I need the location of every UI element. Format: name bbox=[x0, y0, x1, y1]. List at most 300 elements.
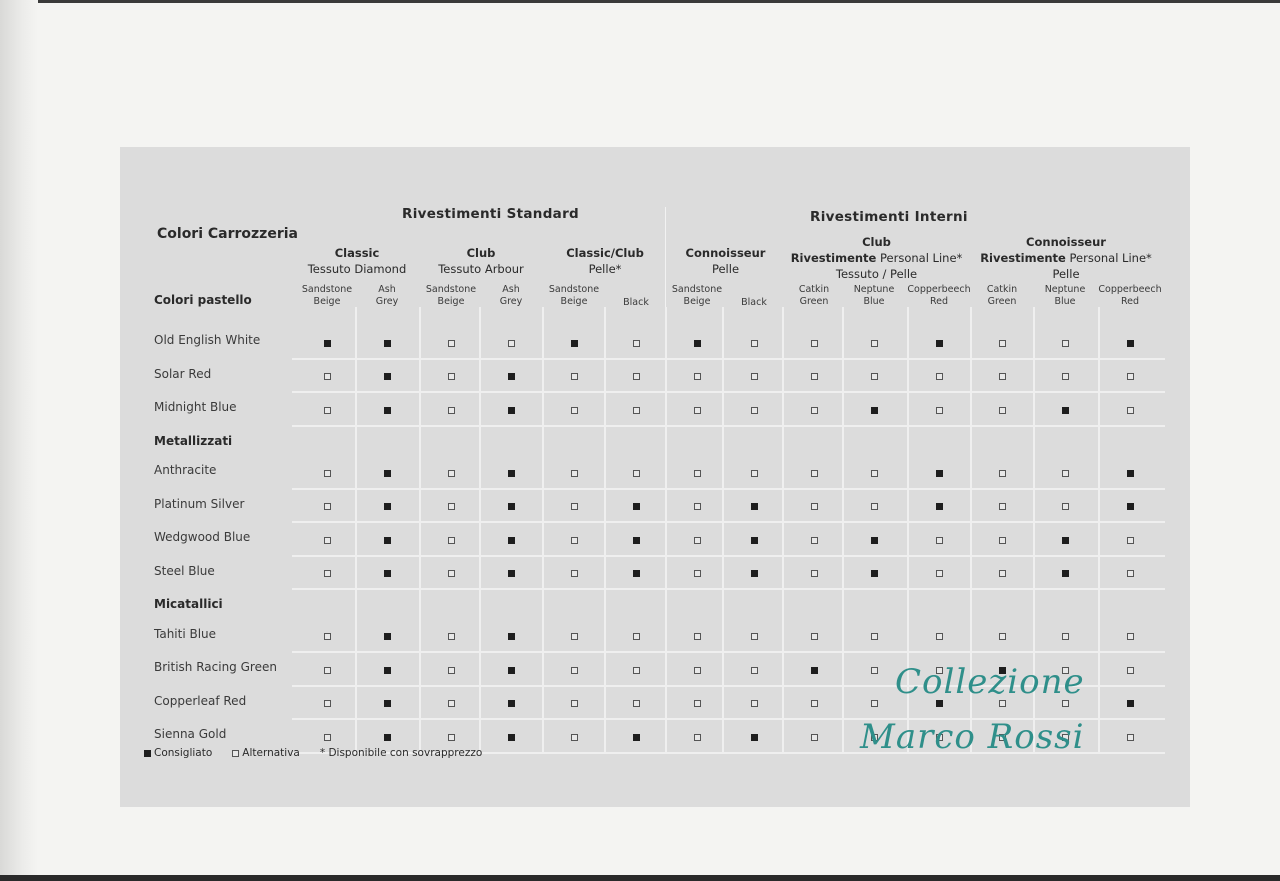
column-divider bbox=[665, 307, 667, 753]
recommended-square-icon bbox=[508, 537, 515, 544]
option-cell bbox=[1036, 367, 1094, 387]
recommended-square-icon bbox=[751, 734, 758, 741]
column-divider bbox=[604, 307, 606, 753]
option-cell bbox=[845, 497, 903, 517]
option-cell bbox=[973, 400, 1031, 420]
legend-note: * Disponibile con sovrapprezzo bbox=[319, 747, 483, 759]
option-cell bbox=[422, 727, 480, 747]
recommended-square-icon bbox=[1062, 537, 1069, 544]
group-header-5 bbox=[969, 234, 1163, 282]
alternative-square-icon bbox=[448, 633, 455, 640]
alternative-square-icon bbox=[811, 373, 818, 380]
option-cell bbox=[298, 400, 356, 420]
alternative-square-icon bbox=[999, 633, 1006, 640]
group-header-title: Classic/Club bbox=[566, 246, 644, 260]
recommended-square-icon bbox=[633, 570, 640, 577]
alternative-square-icon bbox=[448, 570, 455, 577]
recommended-square-icon bbox=[384, 373, 391, 380]
alternative-square-icon bbox=[999, 570, 1006, 577]
option-cell bbox=[545, 660, 603, 680]
alternative-square-icon bbox=[694, 633, 701, 640]
column-header-line1: Neptune bbox=[853, 284, 895, 295]
alternative-square-icon bbox=[871, 503, 878, 510]
row-label-wedgwood-blue: Wedgwood Blue bbox=[154, 530, 251, 544]
alternative-square-icon bbox=[751, 470, 758, 477]
alternative-square-icon bbox=[936, 633, 943, 640]
recommended-square-icon bbox=[324, 340, 331, 347]
group-header-title: Club bbox=[862, 235, 891, 249]
alternative-square-icon bbox=[1127, 667, 1134, 674]
option-cell bbox=[785, 727, 843, 747]
group-header-title: Connoisseur bbox=[685, 246, 766, 260]
alternative-square-icon bbox=[871, 340, 878, 347]
recommended-square-icon bbox=[508, 470, 515, 477]
recommended-square-icon bbox=[508, 373, 515, 380]
group-header-title: Classic bbox=[334, 246, 380, 260]
alternative-square-icon bbox=[694, 537, 701, 544]
column-header-line2: Beige bbox=[437, 296, 465, 307]
option-cell bbox=[358, 694, 416, 714]
column-header-line1: Sandstone bbox=[671, 284, 723, 295]
option-cell bbox=[422, 400, 480, 420]
option-cell bbox=[545, 727, 603, 747]
alternative-square-icon bbox=[1062, 470, 1069, 477]
option-cell bbox=[1101, 497, 1159, 517]
legend-recommended bbox=[144, 747, 212, 759]
option-cell bbox=[725, 497, 783, 517]
recommended-square-icon bbox=[1127, 470, 1134, 477]
option-cell bbox=[785, 564, 843, 584]
alternative-square-icon bbox=[448, 537, 455, 544]
option-cell bbox=[725, 530, 783, 550]
option-cell bbox=[910, 333, 968, 353]
alternative-square-icon bbox=[936, 537, 943, 544]
option-cell bbox=[1101, 463, 1159, 483]
option-cell bbox=[358, 627, 416, 647]
option-cell bbox=[973, 564, 1031, 584]
recommended-square-icon bbox=[384, 503, 391, 510]
colori-carrozzeria-title: Colori Carrozzeria bbox=[157, 226, 298, 242]
alternative-square-icon bbox=[633, 373, 640, 380]
option-cell bbox=[545, 530, 603, 550]
column-header-12 bbox=[1032, 284, 1098, 308]
option-cell bbox=[607, 333, 665, 353]
alternative-square-icon bbox=[811, 470, 818, 477]
option-cell bbox=[545, 400, 603, 420]
alternative-square-icon bbox=[1127, 570, 1134, 577]
group-header-subtitle bbox=[781, 250, 972, 266]
column-divider bbox=[782, 307, 784, 753]
alternative-square-icon bbox=[571, 407, 578, 414]
color-table-panel bbox=[120, 147, 1190, 807]
option-cell bbox=[668, 727, 726, 747]
option-cell bbox=[1036, 497, 1094, 517]
option-cell bbox=[973, 627, 1031, 647]
option-cell bbox=[785, 463, 843, 483]
alternative-square-icon bbox=[324, 373, 331, 380]
option-cell bbox=[1101, 530, 1159, 550]
watermark-line-1: Collezione bbox=[895, 662, 1085, 702]
column-header-5 bbox=[603, 297, 669, 309]
recommended-square-icon bbox=[508, 667, 515, 674]
recommended-square-icon bbox=[508, 734, 515, 741]
book-binding-shadow bbox=[0, 0, 38, 881]
column-header-line2: Blue bbox=[863, 296, 885, 307]
option-cell bbox=[482, 530, 540, 550]
alternative-square-icon bbox=[694, 734, 701, 741]
alternative-square-icon bbox=[871, 373, 878, 380]
alternative-square-icon bbox=[571, 570, 578, 577]
alternative-square-icon bbox=[1127, 537, 1134, 544]
alternative-square-icon bbox=[324, 633, 331, 640]
alternative-square-icon bbox=[871, 700, 878, 707]
alternative-square-icon bbox=[324, 734, 331, 741]
row-label-tahiti-blue: Tahiti Blue bbox=[154, 626, 217, 641]
option-cell bbox=[545, 367, 603, 387]
group-header-subtitle-bold: Rivestimente bbox=[790, 251, 877, 265]
option-cell bbox=[845, 333, 903, 353]
alternative-square-icon bbox=[1062, 503, 1069, 510]
option-cell bbox=[668, 497, 726, 517]
option-cell bbox=[910, 497, 968, 517]
option-cell bbox=[845, 564, 903, 584]
option-cell bbox=[607, 694, 665, 714]
option-cell bbox=[910, 367, 968, 387]
recommended-square-icon bbox=[384, 537, 391, 544]
option-cell bbox=[358, 367, 416, 387]
standard-section-title: Rivestimenti Standard bbox=[402, 206, 580, 222]
option-cell bbox=[607, 660, 665, 680]
row-group-label: Colori pastello bbox=[154, 293, 252, 307]
option-cell bbox=[482, 660, 540, 680]
alternative-square-icon bbox=[811, 537, 818, 544]
group-header-subtitle: Tessuto Diamond bbox=[307, 262, 407, 276]
recommended-square-icon bbox=[1127, 340, 1134, 347]
alternative-square-icon bbox=[811, 734, 818, 741]
alternative-square-icon bbox=[751, 340, 758, 347]
option-cell bbox=[298, 530, 356, 550]
alternative-square-icon bbox=[324, 570, 331, 577]
alternative-square-icon bbox=[633, 700, 640, 707]
legend-alternative-label: Alternativa bbox=[242, 747, 300, 759]
alternative-square-icon bbox=[811, 503, 818, 510]
alternative-square-icon bbox=[1062, 373, 1069, 380]
column-header-line1: Black bbox=[623, 297, 649, 308]
option-cell bbox=[607, 530, 665, 550]
row-group-label: Micatallici bbox=[154, 597, 223, 611]
option-cell bbox=[482, 463, 540, 483]
column-header-line1: Neptune bbox=[1044, 284, 1086, 295]
alternative-square-icon bbox=[811, 570, 818, 577]
option-cell bbox=[607, 497, 665, 517]
column-header-9 bbox=[841, 284, 907, 308]
option-cell bbox=[298, 367, 356, 387]
alternative-square-icon bbox=[448, 340, 455, 347]
column-header-line2: Beige bbox=[560, 296, 588, 307]
alternative-square-icon bbox=[694, 570, 701, 577]
option-cell bbox=[1036, 400, 1094, 420]
option-cell bbox=[1101, 727, 1159, 747]
option-cell bbox=[845, 367, 903, 387]
column-header-line1: Sandstone bbox=[425, 284, 477, 295]
row-label-solar-red: Solar Red bbox=[154, 366, 212, 381]
alternative-square-icon bbox=[571, 633, 578, 640]
option-cell bbox=[298, 694, 356, 714]
column-header-line1: Catkin bbox=[986, 284, 1018, 295]
column-header-line2: Beige bbox=[683, 296, 711, 307]
recommended-square-icon bbox=[694, 340, 701, 347]
option-cell bbox=[725, 660, 783, 680]
option-cell bbox=[422, 497, 480, 517]
option-cell bbox=[668, 400, 726, 420]
option-cell bbox=[668, 333, 726, 353]
option-cell bbox=[482, 400, 540, 420]
alternative-square-icon bbox=[448, 470, 455, 477]
alternative-square-icon bbox=[694, 503, 701, 510]
interni-section-title: Rivestimenti Interni bbox=[810, 209, 968, 225]
alternative-square-icon bbox=[936, 373, 943, 380]
option-cell bbox=[668, 627, 726, 647]
alternative-square-icon bbox=[1062, 633, 1069, 640]
option-cell bbox=[298, 564, 356, 584]
recommended-square-icon bbox=[633, 537, 640, 544]
alternative-square-icon bbox=[811, 633, 818, 640]
alternative-square-icon bbox=[1127, 407, 1134, 414]
recommended-square-icon bbox=[871, 537, 878, 544]
option-cell bbox=[845, 530, 903, 550]
option-cell bbox=[607, 727, 665, 747]
column-divider bbox=[542, 307, 544, 753]
option-cell bbox=[785, 660, 843, 680]
option-cell bbox=[422, 694, 480, 714]
option-cell bbox=[422, 627, 480, 647]
alternative-square-icon bbox=[751, 700, 758, 707]
column-header-line2: Green bbox=[799, 296, 829, 307]
alternative-square-icon bbox=[571, 537, 578, 544]
recommended-square-icon bbox=[871, 570, 878, 577]
option-cell bbox=[422, 660, 480, 680]
group-header-title: Club bbox=[466, 246, 496, 260]
alternative-square-icon bbox=[811, 700, 818, 707]
row-label-old-english-white: Old English White bbox=[154, 333, 261, 347]
alternative-square-icon bbox=[232, 750, 239, 757]
alternative-square-icon bbox=[571, 700, 578, 707]
column-header-line2: Grey bbox=[499, 296, 523, 307]
column-header-13 bbox=[1097, 284, 1163, 308]
recommended-square-icon bbox=[384, 700, 391, 707]
legend-recommended-label: Consigliato bbox=[154, 747, 213, 759]
option-cell bbox=[785, 694, 843, 714]
option-cell bbox=[358, 530, 416, 550]
column-header-line1: Copperbeech bbox=[907, 284, 971, 295]
recommended-square-icon bbox=[936, 340, 943, 347]
option-cell bbox=[668, 463, 726, 483]
option-cell bbox=[910, 400, 968, 420]
recommended-square-icon bbox=[751, 537, 758, 544]
recommended-square-icon bbox=[144, 750, 151, 757]
row-label-midnight-blue: Midnight Blue bbox=[154, 400, 237, 414]
option-cell bbox=[725, 333, 783, 353]
alternative-square-icon bbox=[871, 633, 878, 640]
option-cell bbox=[910, 530, 968, 550]
recommended-square-icon bbox=[384, 633, 391, 640]
row-label-copperleaf-red: Copperleaf Red bbox=[154, 693, 247, 708]
row-label-sienna-gold: Sienna Gold bbox=[154, 727, 227, 741]
alternative-square-icon bbox=[871, 667, 878, 674]
alternative-square-icon bbox=[448, 503, 455, 510]
recommended-square-icon bbox=[751, 503, 758, 510]
option-cell bbox=[668, 367, 726, 387]
recommended-square-icon bbox=[384, 340, 391, 347]
option-cell bbox=[1036, 333, 1094, 353]
group-header-subtitle: Tessuto Arbour bbox=[438, 262, 524, 276]
column-header-line1: Ash bbox=[378, 284, 396, 295]
column-divider bbox=[722, 307, 724, 753]
alternative-square-icon bbox=[448, 667, 455, 674]
page-top-edge bbox=[0, 0, 1280, 3]
column-header-2 bbox=[418, 284, 484, 308]
watermark-line-2: Marco Rossi bbox=[860, 717, 1085, 757]
alternative-square-icon bbox=[324, 667, 331, 674]
column-divider bbox=[842, 307, 844, 753]
alternative-square-icon bbox=[571, 503, 578, 510]
option-cell bbox=[298, 463, 356, 483]
column-header-line2: Green bbox=[987, 296, 1017, 307]
page-bottom-edge bbox=[0, 875, 1280, 881]
option-cell bbox=[607, 400, 665, 420]
alternative-square-icon bbox=[751, 633, 758, 640]
alternative-square-icon bbox=[694, 667, 701, 674]
alternative-square-icon bbox=[811, 340, 818, 347]
option-cell bbox=[725, 367, 783, 387]
option-cell bbox=[607, 564, 665, 584]
option-cell bbox=[668, 660, 726, 680]
recommended-square-icon bbox=[1062, 570, 1069, 577]
option-cell bbox=[482, 333, 540, 353]
option-cell bbox=[422, 564, 480, 584]
alternative-square-icon bbox=[751, 667, 758, 674]
option-cell bbox=[358, 660, 416, 680]
row-label-steel-blue: Steel Blue bbox=[154, 563, 215, 578]
option-cell bbox=[545, 564, 603, 584]
option-cell bbox=[545, 694, 603, 714]
recommended-square-icon bbox=[936, 503, 943, 510]
column-header-10 bbox=[906, 284, 972, 308]
column-header-8 bbox=[781, 284, 847, 308]
group-header-3 bbox=[664, 245, 787, 277]
recommended-square-icon bbox=[1127, 700, 1134, 707]
option-cell bbox=[910, 463, 968, 483]
alternative-square-icon bbox=[999, 373, 1006, 380]
alternative-square-icon bbox=[508, 340, 515, 347]
alternative-square-icon bbox=[571, 373, 578, 380]
option-cell bbox=[422, 530, 480, 550]
column-header-line1: Copperbeech bbox=[1098, 284, 1162, 295]
alternative-square-icon bbox=[324, 503, 331, 510]
option-cell bbox=[1036, 627, 1094, 647]
alternative-square-icon bbox=[936, 570, 943, 577]
option-cell bbox=[1036, 463, 1094, 483]
alternative-square-icon bbox=[999, 340, 1006, 347]
recommended-square-icon bbox=[384, 407, 391, 414]
option-cell bbox=[668, 530, 726, 550]
option-cell bbox=[1101, 627, 1159, 647]
option-cell bbox=[845, 463, 903, 483]
alternative-square-icon bbox=[1127, 373, 1134, 380]
recommended-square-icon bbox=[508, 407, 515, 414]
column-header-11 bbox=[969, 284, 1035, 308]
group-header-subtitle-bold: Rivestimente bbox=[980, 251, 1066, 265]
recommended-square-icon bbox=[811, 667, 818, 674]
alternative-square-icon bbox=[694, 470, 701, 477]
option-cell bbox=[422, 463, 480, 483]
option-cell bbox=[1036, 530, 1094, 550]
option-cell bbox=[973, 367, 1031, 387]
option-cell bbox=[1101, 694, 1159, 714]
group-header-subtitle-rest: Personal Line* bbox=[876, 251, 963, 265]
option-cell bbox=[668, 564, 726, 584]
recommended-square-icon bbox=[1127, 503, 1134, 510]
column-header-line1: Catkin bbox=[798, 284, 830, 295]
recommended-square-icon bbox=[871, 407, 878, 414]
column-header-line1: Black bbox=[741, 297, 767, 308]
recommended-square-icon bbox=[508, 633, 515, 640]
column-header-line1: Sandstone bbox=[548, 284, 600, 295]
option-cell bbox=[358, 400, 416, 420]
option-cell bbox=[482, 694, 540, 714]
option-cell bbox=[725, 400, 783, 420]
row-label-anthracite: Anthracite bbox=[154, 463, 217, 477]
column-header-4 bbox=[541, 284, 607, 308]
alternative-square-icon bbox=[871, 470, 878, 477]
alternative-square-icon bbox=[448, 700, 455, 707]
column-header-line2: Beige bbox=[313, 296, 341, 307]
alternative-square-icon bbox=[571, 734, 578, 741]
option-cell bbox=[973, 463, 1031, 483]
alternative-square-icon bbox=[1127, 633, 1134, 640]
option-cell bbox=[298, 497, 356, 517]
legend-alternative bbox=[232, 747, 300, 759]
option-cell bbox=[482, 627, 540, 647]
column-header-1 bbox=[354, 284, 420, 308]
option-cell bbox=[973, 530, 1031, 550]
alternative-square-icon bbox=[324, 470, 331, 477]
column-header-0 bbox=[294, 284, 360, 308]
column-header-3 bbox=[478, 284, 544, 308]
option-cell bbox=[725, 727, 783, 747]
option-cell bbox=[545, 497, 603, 517]
alternative-square-icon bbox=[1062, 340, 1069, 347]
recommended-square-icon bbox=[384, 734, 391, 741]
option-cell bbox=[668, 694, 726, 714]
alternative-square-icon bbox=[694, 373, 701, 380]
option-cell bbox=[545, 463, 603, 483]
recommended-square-icon bbox=[508, 700, 515, 707]
group-header-subtitle: Pelle* bbox=[588, 262, 622, 276]
row-label-british-racing-green: British Racing Green bbox=[154, 660, 277, 674]
alternative-square-icon bbox=[448, 734, 455, 741]
option-cell bbox=[358, 497, 416, 517]
legend bbox=[144, 747, 496, 759]
alternative-square-icon bbox=[571, 667, 578, 674]
group-header-subtitle bbox=[969, 250, 1163, 266]
recommended-square-icon bbox=[508, 503, 515, 510]
option-cell bbox=[422, 367, 480, 387]
column-header-line2: Grey bbox=[375, 296, 399, 307]
recommended-square-icon bbox=[384, 570, 391, 577]
recommended-square-icon bbox=[384, 470, 391, 477]
option-cell bbox=[785, 627, 843, 647]
